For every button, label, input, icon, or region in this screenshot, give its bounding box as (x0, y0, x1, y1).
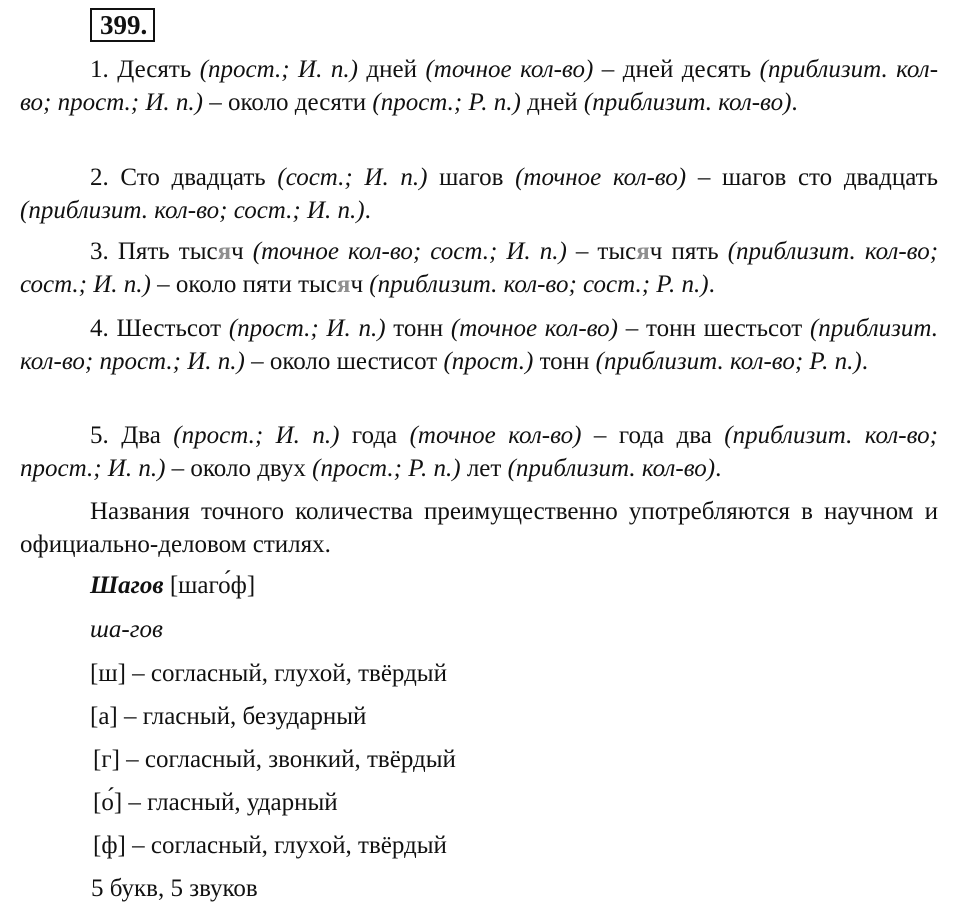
letter-sound-count: 5 букв, 5 звуков (91, 875, 258, 902)
text-segment: . (708, 270, 715, 298)
text-segment: ч (231, 238, 253, 265)
answer-item-2 (20, 162, 938, 227)
conclusion-text: Названия точного количества преимущественно употребляются в научном и официально-деловом стилях. (20, 498, 938, 558)
text-segment: лет (460, 454, 508, 482)
grammar-note: (прост.) (443, 347, 534, 375)
text-segment: года (339, 422, 410, 449)
text-segment: тонн (533, 347, 596, 375)
text-segment: 5. Два (90, 422, 174, 449)
highlighted-letter: я (217, 238, 232, 265)
grammar-note: (прост.; И. п.) (173, 422, 340, 449)
grammar-note: (приблизит. кол-во; сост.; И. п.) (20, 238, 939, 298)
grammar-note: (приблизит. кол-во; Р. п.) (595, 347, 862, 375)
answer-item-3 (20, 236, 938, 301)
grammar-note: (прост.; И. п.) (199, 56, 358, 83)
answer-item-5 (20, 420, 938, 485)
text-segment: шагов (427, 164, 516, 191)
grammar-note: (сост.; И. п.) (277, 164, 428, 191)
text-segment: 4. Шестьсот (90, 315, 229, 342)
grammar-note: (приблизит. кол-во; прост.; И. п.) (20, 315, 938, 375)
phoneme-line: [ф] – согласный, глухой, твёрдый (93, 832, 447, 859)
text-segment: тонн (385, 315, 451, 342)
phoneme-line: [а] – гласный, безударный (90, 703, 367, 730)
text-segment: . (861, 347, 868, 375)
text-segment: ч (350, 270, 370, 298)
text-segment: дней (357, 56, 426, 83)
text-segment: . (715, 454, 722, 482)
text-segment: дней (520, 88, 584, 116)
text-segment: – дней десять (593, 56, 760, 83)
grammar-note: (точное кол-во) (515, 164, 687, 191)
grammar-note: (приблизит. кол-во) (507, 454, 716, 482)
analyzed-word: Шагов (90, 572, 164, 599)
text-segment: – около десяти (203, 88, 373, 116)
phoneme-line: [о́] – гласный, ударный (93, 789, 338, 816)
text-segment: 2. Сто двадцать (90, 164, 278, 191)
text-segment: – около шестисот (244, 347, 444, 375)
text-segment: . (791, 88, 798, 116)
grammar-note: (точное кол-во; сост.; И. п.) (252, 238, 567, 265)
text-segment: – около пяти тыс (150, 270, 337, 298)
grammar-note: (прост.; И. п.) (228, 315, 386, 342)
text-segment: 3. Пять тыс (90, 238, 218, 265)
grammar-note: (точное кол-во) (425, 56, 594, 83)
phoneme-line: [г] – согласный, звонкий, твёрдый (93, 746, 456, 773)
highlighted-letter: я (336, 270, 351, 298)
answer-item-4 (20, 313, 938, 378)
phonetic-analysis-heading (90, 572, 255, 600)
text-segment: – около двух (165, 454, 313, 482)
highlighted-letter: я (636, 238, 650, 265)
phoneme-line: [ш] – согласный, глухой, твёрдый (90, 660, 447, 687)
text-segment: 1. Десять (90, 56, 200, 83)
grammar-note: (приблизит. кол-во; прост.; И. п.) (20, 56, 939, 116)
grammar-note: (прост.; Р. п.) (372, 88, 521, 116)
text-segment: – тонн шестьсот (618, 315, 810, 342)
grammar-note: (приблизит. кол-во; сост.; Р. п.) (369, 270, 709, 298)
text-segment: . (364, 196, 371, 224)
text-segment: – года два (581, 422, 725, 449)
grammar-note: (приблизит. кол-во) (583, 88, 792, 116)
grammar-note: (прост.; Р. п.) (312, 454, 461, 482)
word-transcription: [шаго́ф] (169, 572, 256, 599)
syllable-division: ша-гов (90, 616, 163, 643)
grammar-note: (точное кол-во) (450, 315, 619, 342)
grammar-note: (приблизит. кол-во; прост.; И. п.) (20, 422, 938, 482)
text-segment: ч пять (649, 238, 728, 265)
grammar-note: (приблизит. кол-во; сост.; И. п.) (20, 196, 365, 224)
text-segment: – шагов сто двадцать (686, 164, 938, 191)
exercise-number: 399. (90, 8, 155, 42)
grammar-note: (точное кол-во) (409, 422, 582, 449)
answer-item-1 (20, 54, 938, 119)
text-segment: – тыс (566, 238, 637, 265)
